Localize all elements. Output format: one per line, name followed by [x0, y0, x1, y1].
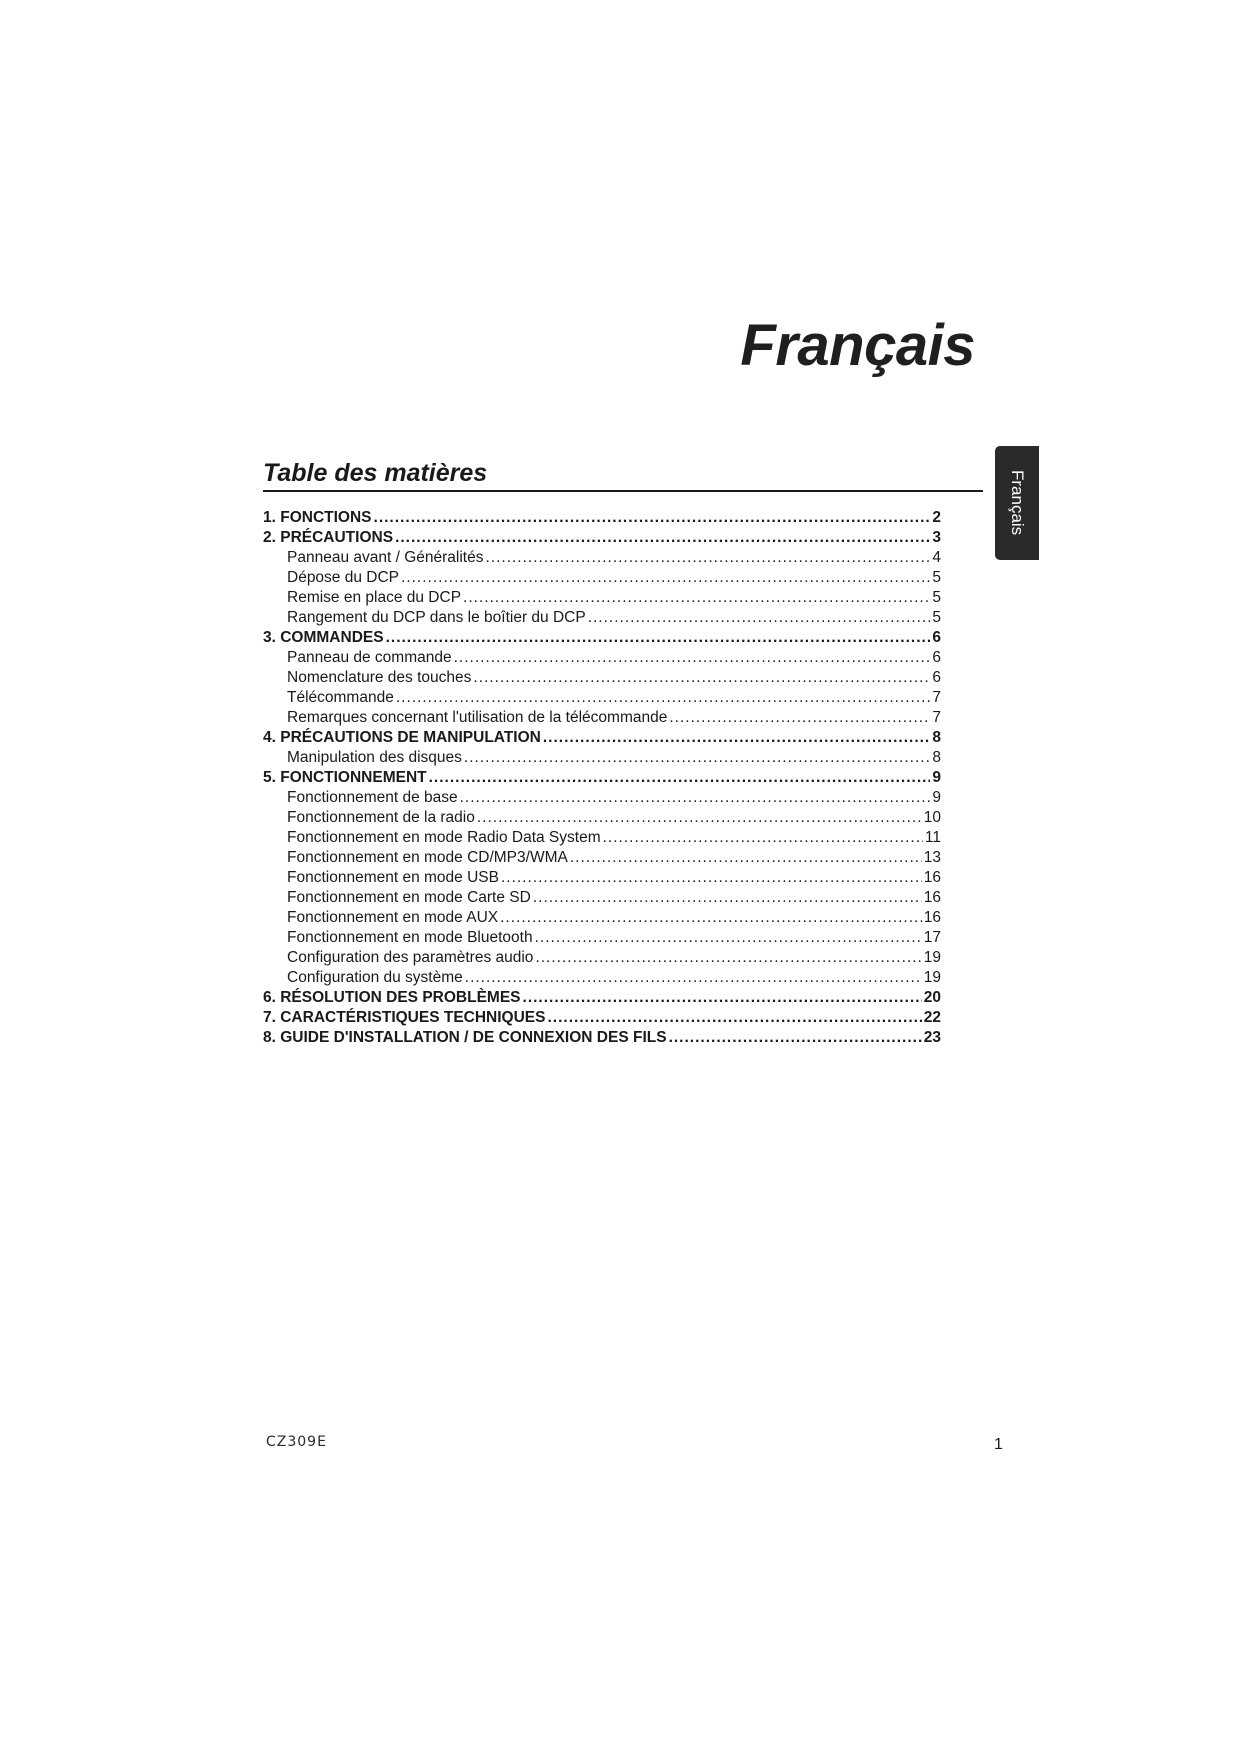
toc-entry-page: 6: [932, 649, 941, 666]
toc-entry-label: Remarques concernant l'utilisation de la télécommande: [287, 709, 668, 726]
toc-subentry[interactable]: [263, 848, 941, 868]
toc-subentry[interactable]: [263, 568, 941, 588]
toc-entry-page: 23: [923, 1029, 941, 1046]
dot-leader: [547, 1008, 921, 1028]
dot-leader: [523, 988, 922, 1008]
dot-leader: [501, 868, 922, 888]
toc-entry-page: 5: [932, 609, 941, 626]
toc-entry-label: Panneau de commande: [287, 649, 452, 666]
toc-entry-label: Dépose du DCP: [287, 569, 400, 586]
dot-leader: [603, 828, 923, 848]
toc-subentry[interactable]: [263, 948, 941, 968]
dot-leader: [669, 708, 930, 728]
toc-entry-page: 13: [923, 849, 941, 866]
toc-entry-label: Fonctionnement en mode USB: [287, 869, 499, 886]
toc-entry-page: 3: [932, 529, 941, 546]
toc-entry-label: Fonctionnement en mode AUX: [287, 909, 499, 926]
language-side-tab[interactable]: [995, 446, 1039, 560]
toc-entry-label: 5. FONCTIONNEMENT: [263, 769, 427, 786]
toc-entry-label: Fonctionnement en mode Carte SD: [287, 889, 531, 906]
toc-entry-label: Rangement du DCP dans le boîtier du DCP: [287, 609, 586, 626]
toc-entry-page: 6: [932, 629, 941, 646]
toc-subentry[interactable]: [263, 708, 941, 728]
toc-entry[interactable]: [263, 628, 941, 648]
toc-entry-label: Configuration du système: [287, 969, 463, 986]
toc-entry-page: 4: [932, 549, 941, 566]
page-number: 1: [994, 1436, 1003, 1453]
dot-leader: [477, 808, 922, 828]
dot-leader: [374, 508, 931, 528]
dot-leader: [485, 548, 930, 568]
toc-entry[interactable]: [263, 528, 941, 548]
toc-entry-label: 2. PRÉCAUTIONS: [263, 529, 394, 546]
toc-entry-label: Nomenclature des touches: [287, 669, 472, 686]
toc-subentry[interactable]: [263, 828, 941, 848]
dot-leader: [465, 968, 922, 988]
toc-entry-label: 3. COMMANDES: [263, 629, 384, 646]
toc-entry-page: 5: [932, 589, 941, 606]
toc-subentry[interactable]: [263, 668, 941, 688]
toc-heading: Table des matières: [263, 459, 983, 492]
toc-entry-page: 17: [923, 929, 941, 946]
toc-entry-label: Remise en place du DCP: [287, 589, 462, 606]
toc-entry-page: 11: [924, 829, 941, 846]
toc-entry-label: Fonctionnement en mode Bluetooth: [287, 929, 533, 946]
toc-subentry[interactable]: [263, 788, 941, 808]
toc-entry-page: 16: [923, 889, 941, 906]
toc-entry-page: 19: [923, 969, 941, 986]
toc-entry[interactable]: [263, 988, 941, 1008]
toc-entry-label: 1. FONCTIONS: [263, 509, 372, 526]
dot-leader: [429, 768, 931, 788]
dot-leader: [463, 588, 930, 608]
dot-leader: [460, 788, 931, 808]
toc-entry-page: 9: [932, 769, 941, 786]
dot-leader: [473, 668, 930, 688]
toc-entry-page: 20: [923, 989, 941, 1006]
toc-entry-label: 7. CARACTÉRISTIQUES TECHNIQUES: [263, 1009, 546, 1026]
dot-leader: [533, 888, 922, 908]
toc-entry-page: 8: [932, 729, 941, 746]
toc-entry-page: 22: [923, 1009, 941, 1026]
dot-leader: [535, 928, 922, 948]
toc-entry[interactable]: [263, 1028, 941, 1048]
toc-entry-label: Fonctionnement de la radio: [287, 809, 475, 826]
toc-entry-page: 9: [932, 789, 941, 806]
table-of-contents: [263, 508, 941, 1048]
toc-subentry[interactable]: [263, 588, 941, 608]
dot-leader: [543, 728, 931, 748]
dot-leader: [588, 608, 931, 628]
toc-entry-label: Fonctionnement en mode CD/MP3/WMA: [287, 849, 568, 866]
toc-subentry[interactable]: [263, 608, 941, 628]
toc-entry-page: 8: [932, 749, 941, 766]
toc-entry-page: 19: [923, 949, 941, 966]
toc-entry-page: 7: [932, 709, 941, 726]
side-tab-label: Français: [1008, 470, 1027, 536]
toc-entry[interactable]: [263, 1008, 941, 1028]
toc-entry-label: Télécommande: [287, 689, 394, 706]
toc-subentry[interactable]: [263, 648, 941, 668]
toc-subentry[interactable]: [263, 548, 941, 568]
toc-entry[interactable]: [263, 508, 941, 528]
toc-entry-page: 16: [923, 909, 941, 926]
toc-subentry[interactable]: [263, 868, 941, 888]
toc-entry-label: Configuration des paramètres audio: [287, 949, 534, 966]
toc-entry-label: 6. RÉSOLUTION DES PROBLÈMES: [263, 989, 521, 1006]
dot-leader: [401, 568, 930, 588]
dot-leader: [464, 748, 930, 768]
toc-entry-page: 6: [932, 669, 941, 686]
toc-entry[interactable]: [263, 768, 941, 788]
dot-leader: [395, 528, 930, 548]
toc-entry-page: 5: [932, 569, 941, 586]
toc-entry[interactable]: [263, 728, 941, 748]
dot-leader: [454, 648, 931, 668]
toc-entry-label: Manipulation des disques: [287, 749, 462, 766]
toc-subentry[interactable]: [263, 928, 941, 948]
toc-entry-page: 16: [923, 869, 941, 886]
toc-entry-page: 10: [923, 809, 941, 826]
toc-entry-label: Fonctionnement en mode Radio Data System: [287, 829, 601, 846]
toc-subentry[interactable]: [263, 968, 941, 988]
language-title: Français: [740, 313, 975, 378]
dot-leader: [500, 908, 922, 928]
toc-subentry[interactable]: [263, 808, 941, 828]
toc-entry-label: 4. PRÉCAUTIONS DE MANIPULATION: [263, 729, 541, 746]
toc-entry-label: 8. GUIDE D'INSTALLATION / DE CONNEXION DES FILS: [263, 1029, 667, 1046]
dot-leader: [570, 848, 922, 868]
toc-entry-label: Panneau avant / Généralités: [287, 549, 484, 566]
dot-leader: [535, 948, 921, 968]
toc-subentry[interactable]: [263, 908, 941, 928]
toc-subentry[interactable]: [263, 688, 941, 708]
toc-entry-page: 7: [932, 689, 941, 706]
toc-subentry[interactable]: [263, 748, 941, 768]
toc-entry-label: Fonctionnement de base: [287, 789, 458, 806]
toc-entry-page: 2: [932, 509, 941, 526]
dot-leader: [669, 1028, 922, 1048]
dot-leader: [396, 688, 931, 708]
toc-subentry[interactable]: [263, 888, 941, 908]
dot-leader: [386, 628, 931, 648]
model-code: CZ309E: [266, 1434, 327, 1450]
